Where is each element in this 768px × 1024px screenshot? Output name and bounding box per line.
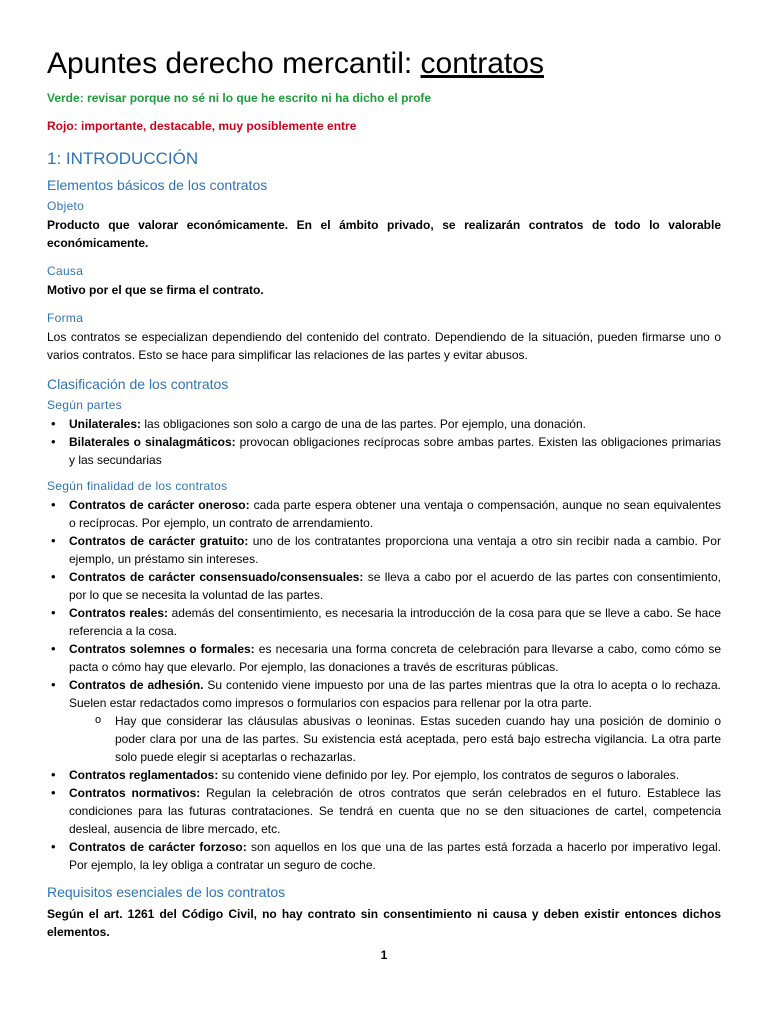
list-item-term: Contratos normativos: [69,786,201,800]
list-item-text: es necesaria una forma concreta de celebración para llevarse a cabo, como cómo se pacta o cómo hay que elevarlo. Por ejemplo, las donaciones a través de escrituras públicas. [69,642,722,674]
list-item [69,532,721,568]
list-item-term: Contratos solemnes o formales: [69,642,255,656]
subsection-heading-elementos: Elementos básicos de los contratos [47,177,268,193]
list-item-text: además del consentimiento, es necesaria la introducción de la cosa para que se lleve a cabo. Se hace referencia a la cosa. [69,606,721,638]
list-item-term: Contratos de carácter oneroso: [69,498,250,512]
page-number: 1 [380,948,388,962]
legend-red: Rojo: importante, destacable, muy posiblemente entre [47,119,357,133]
list-item-text: son aquellos en los que una de las partes está forzada a hacerlo por imperativo legal. Por ejemplo, la ley obliga a contratar un seguro de coche. [69,840,721,872]
list-item-text: provocan obligaciones recíprocas sobre ambas partes. Existen las obligaciones primarias y las secundarias [69,435,721,467]
list-item-text: su contenido viene definido por ley. Por ejemplo, los contratos de seguros o laborales. [218,768,680,782]
title-text: Apuntes derecho mercantil: [47,47,421,80]
subsection-heading-requisitos: Requisitos esenciales de los contratos [47,884,286,900]
list-item-term: Contratos de carácter gratuito: [69,534,249,548]
list-segun-partes [47,415,721,469]
paragraph-causa-text: Motivo por el que se firma el contrato. [47,283,264,297]
list-item [69,415,721,433]
list-item-term: Contratos de carácter forzoso: [69,840,247,854]
list-item-term: Unilaterales: [69,417,142,431]
list-item [69,433,721,469]
paragraph-objeto-text: Producto que valorar económicamente. En el ámbito privado, se realizarán contratos de todo lo valorable económicamente. [47,218,721,250]
list-item [69,784,721,838]
list-item [69,496,721,532]
document-title [47,44,721,84]
list-item [69,640,721,676]
list-item-term: Contratos reglamentados: [69,768,219,782]
list-item-term: Bilaterales o sinalagmáticos: [69,435,236,449]
title-underlined-text: contratos [420,47,544,80]
paragraph-forma: Los contratos se especializan dependiendo del contenido del contrato. Dependiendo de la situación, pueden firmarse uno o varios contratos. Esto se hace para simplificar las relaciones de las partes y evitar abusos. [47,330,721,362]
sublist-adhesion [69,712,721,766]
list-segun-finalidad [47,496,721,874]
list-item-term: Contratos de carácter consensuado/consensuales: [69,570,364,584]
list-item-term: Contratos de adhesión. [69,678,204,692]
paragraph-requisitos-text: Según el art. 1261 del Código Civil, no hay contrato sin consentimiento ni causa y deben existir entonces dichos elementos. [47,907,721,939]
list-item-text: Regulan la celebración de otros contratos que serán celebrados en el futuro. Establece las condiciones para las futuras contrataciones. Se tendrá en cuenta que no se den situaciones de cartel, competencia desleal, ausencia de libre mercado, etc. [69,786,721,836]
paragraph-causa [47,281,721,299]
list-item-text: cada parte espera obtener una ventaja o compensación, aunque no sean equivalentes o recíprocas. Por ejemplo, un contrato de arrendamiento. [69,498,721,530]
list-item [69,568,721,604]
subsection-heading-clasificacion: Clasificación de los contratos [47,376,229,392]
legend-green: Verde: revisar porque no sé ni lo que he escrito ni ha dicho el profe [47,91,432,105]
list-item-text: se lleva a cabo por el acuerdo de las partes con consentimiento, por lo que se necesita la voluntad de las partes. [69,570,721,602]
section-heading-introduccion: 1: INTRODUCCIÓN [47,149,199,168]
list-item-term: Contratos reales: [69,606,168,620]
list-item [69,766,721,784]
heading-segun-partes: Según partes [47,398,122,412]
list-item-text: uno de los contratantes proporciona una ventaja a otro sin recibir nada a cambio. Por ejemplo, un préstamo sin intereses. [69,534,721,566]
list-item [69,604,721,640]
heading-segun-finalidad: Según finalidad de los contratos [47,479,228,493]
list-item [69,838,721,874]
heading-causa: Causa [47,264,84,278]
heading-forma: Forma [47,311,84,325]
list-item [69,676,721,766]
list-item-text: Su contenido viene impuesto por una de las partes mientras que la otra lo acepta o lo rechaza. Suelen estar redactados como impresos o formularios con espacios para rellenar por la otra parte. [69,678,721,710]
paragraph-requisitos [47,905,721,941]
paragraph-objeto [47,216,721,252]
heading-objeto: Objeto [47,199,85,213]
list-item-text: las obligaciones son solo a cargo de una de las partes. Por ejemplo, una donación. [141,417,586,431]
sublist-item: o Hay que considerar las cláusulas abusivas o leoninas. Estas suceden cuando hay una posición de dominio o poder clara por una de las partes. Su existencia está aceptada, pero está bajo estrecha vigilancia. La otra parte solo puede elegir si aceptarlas o rechazarlas. [115,712,721,766]
